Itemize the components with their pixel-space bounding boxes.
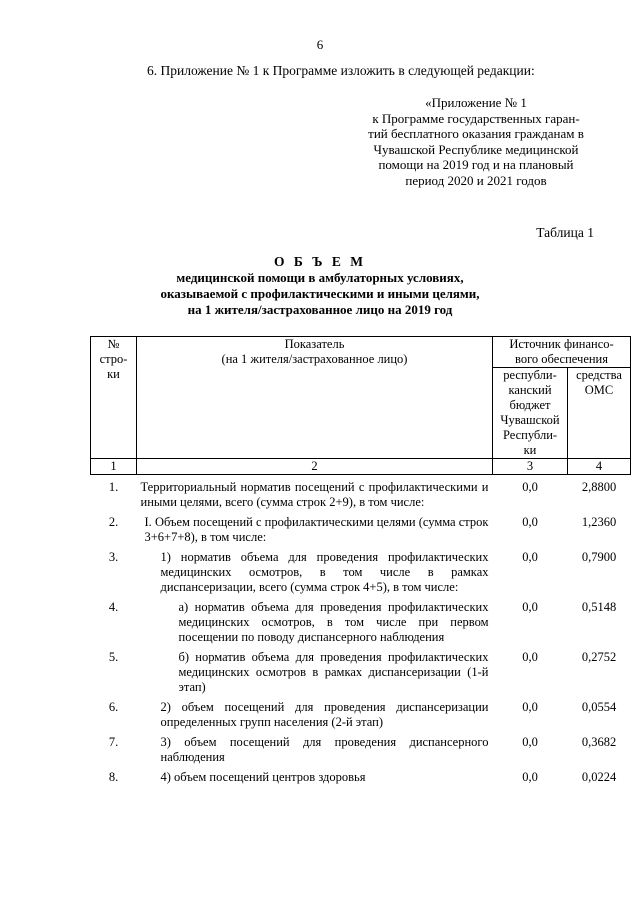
header-num: № стро- ки [91, 337, 137, 459]
appendix-note [345, 95, 607, 188]
row-number: 5. [108, 650, 119, 664]
row-budget-value: 0,0 [522, 600, 538, 614]
header-republic-budget: республи- канский бюджет Чувашской Республи- ки [493, 368, 568, 459]
col-number: 1 [91, 459, 137, 475]
volume-table [90, 336, 631, 785]
row-number: 6. [108, 700, 119, 714]
header-oms: средства ОМС [568, 368, 631, 459]
col-number: 4 [568, 459, 631, 475]
title-line: оказываемой с профилактическими и иными целями, [160, 286, 480, 301]
header-source: Источник финансо- вого обеспечения [493, 337, 631, 368]
table-row [91, 475, 631, 511]
row-number: 7. [108, 735, 119, 749]
row-indicator: I. Объем посещений с профилактическими целями (сумма строк 3+6+7+8), в том числе: [144, 515, 489, 544]
row-oms-value: 1,2360 [581, 515, 617, 529]
table-row [91, 510, 631, 545]
row-indicator: 4) объем посещений центров здоровья [160, 770, 366, 784]
row-oms-value: 0,5148 [581, 600, 617, 614]
document-title [0, 254, 640, 318]
col-number: 3 [493, 459, 568, 475]
row-number: 2. [108, 515, 119, 529]
row-oms-value: 0,2752 [581, 650, 617, 664]
row-budget-value: 0,0 [522, 700, 538, 714]
row-oms-value: 0,7900 [581, 550, 617, 564]
title-line: О Б Ъ Е М [273, 254, 366, 269]
row-indicator: Территориальный норматив посещений с профилактическими и иными целями, всего (сумма строк 2+9), в том числе: [140, 480, 489, 509]
intro-text: 6. Приложение № 1 к Программе изложить в следующей редакции: [147, 63, 535, 78]
row-oms-value: 0,3682 [581, 735, 617, 749]
appendix-line: Чувашской Республике медицинской [373, 141, 579, 157]
title-line: на 1 жителя/застрахованное лицо на 2019 год [187, 302, 453, 317]
row-budget-value: 0,0 [522, 515, 538, 529]
title-line: медицинской помощи в амбулаторных условиях, [176, 270, 464, 285]
row-indicator: 2) объем посещений для проведения диспансеризации определенных групп населения (2-й этап) [160, 700, 489, 729]
row-budget-value: 0,0 [522, 480, 538, 494]
appendix-line: помощи на 2019 год и на плановый [378, 157, 574, 172]
row-budget-value: 0,0 [522, 735, 538, 749]
table-row [91, 595, 631, 645]
row-number: 1. [108, 480, 119, 494]
row-budget-value: 0,0 [522, 550, 538, 564]
row-indicator: 1) норматив объема для проведения профилактических медицинских осмотров, в том числе в рамках диспансеризации, всего (сумма строк 4+5), в том числе: [160, 550, 489, 594]
appendix-line: период 2020 и 2021 годов [405, 172, 547, 188]
appendix-line: «Приложение № 1 [425, 95, 527, 110]
page-number: 6 [316, 37, 324, 52]
row-number: 3. [108, 550, 119, 564]
row-budget-value: 0,0 [522, 770, 538, 784]
table-row [91, 545, 631, 595]
table-label: Таблица 1 [536, 225, 594, 240]
col-number: 2 [137, 459, 493, 475]
table-row [91, 645, 631, 695]
row-oms-value: 2,8800 [581, 480, 617, 494]
table-row [91, 765, 631, 785]
header-indicator: Показатель (на 1 жителя/застрахованное лицо) [137, 337, 493, 459]
row-number: 8. [108, 770, 119, 784]
table-row [91, 730, 631, 765]
appendix-line: тий бесплатного оказания гражданам в [368, 126, 584, 141]
row-oms-value: 0,0224 [581, 770, 617, 784]
table-row [91, 695, 631, 730]
row-indicator: б) норматив объема для проведения профилактических медицинских осмотров в рамках диспансеризации (1-й этап) [178, 650, 489, 694]
row-indicator: 3) объем посещений для проведения диспансерного наблюдения [160, 735, 489, 764]
row-oms-value: 0,0554 [581, 700, 617, 714]
row-number: 4. [108, 600, 119, 614]
row-budget-value: 0,0 [522, 650, 538, 664]
row-indicator: а) норматив объема для проведения профилактических медицинских осмотров, в том числе при первом посещении по поводу диспансерного наблюдения [178, 600, 489, 644]
appendix-line: к Программе государственных гаран- [372, 110, 580, 126]
